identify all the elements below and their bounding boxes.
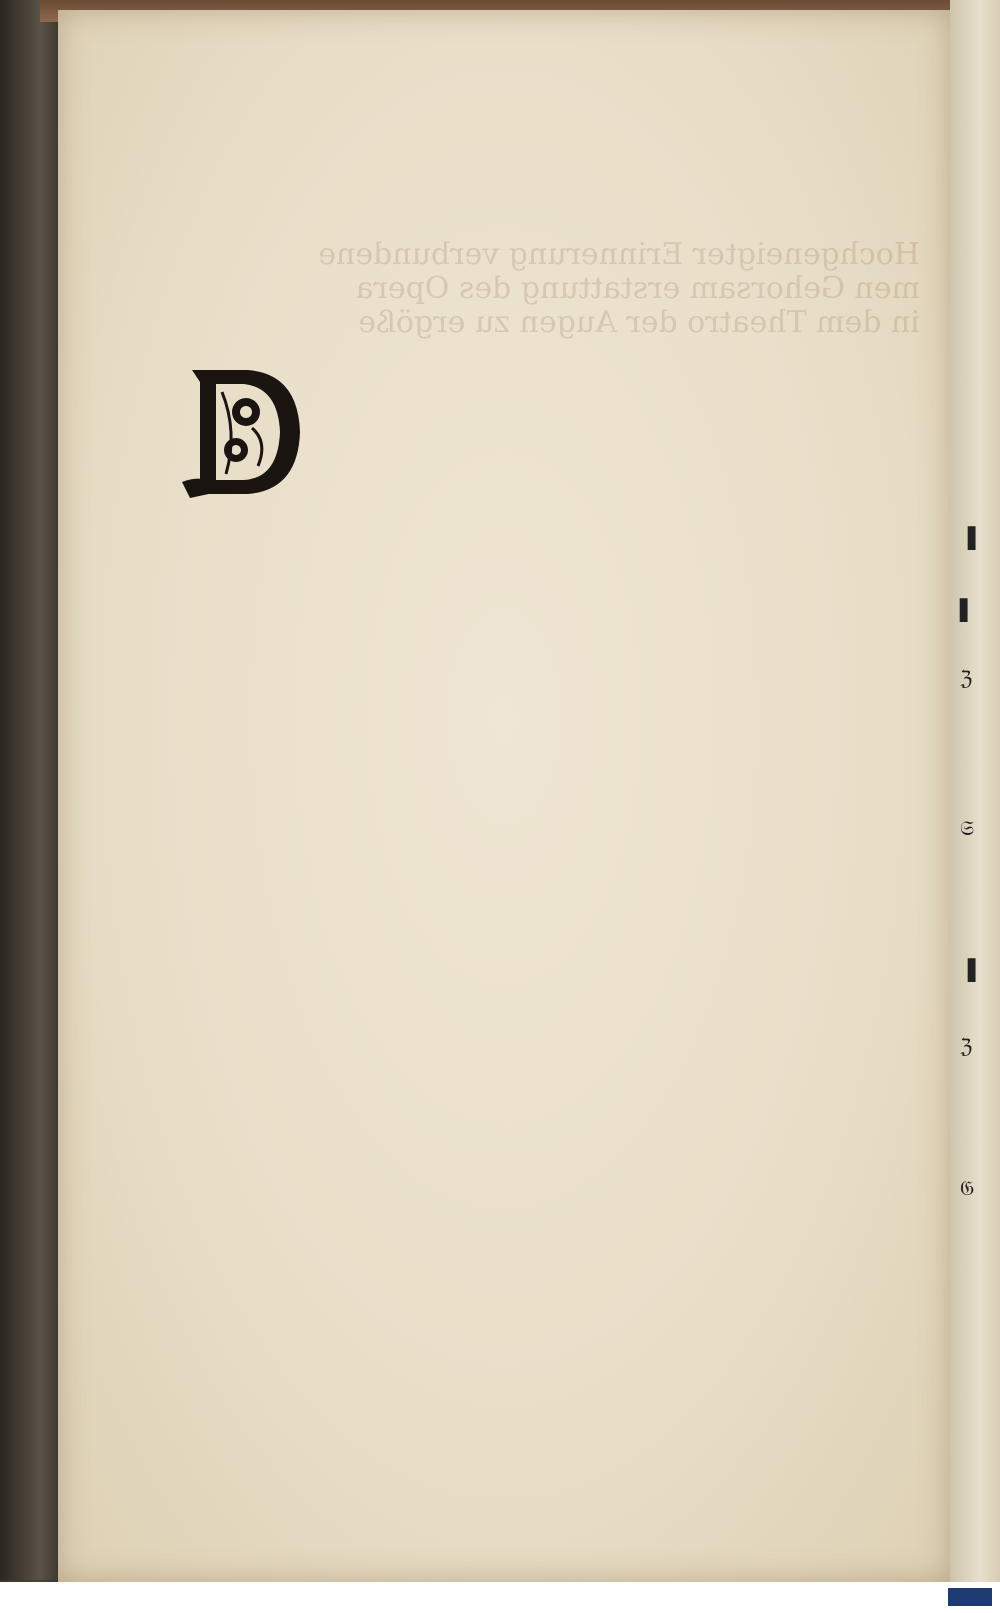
edge-fragment: ℨ bbox=[960, 666, 973, 690]
adjacent-page-edge bbox=[950, 0, 1000, 1582]
edge-fragment: 𝔖 bbox=[960, 816, 975, 840]
edge-fragment: ▐ bbox=[960, 526, 976, 550]
ornament-band-icon bbox=[178, 92, 920, 242]
edge-fragment: 𝔊 bbox=[960, 1176, 975, 1200]
dropcap-ornament-icon bbox=[178, 362, 310, 500]
edge-fragment: ℨ bbox=[960, 1034, 973, 1058]
edge-fragment: ▌ bbox=[960, 598, 976, 622]
edge-fragment: ▐ bbox=[960, 958, 976, 982]
dfg-logo[interactable] bbox=[948, 1588, 992, 1606]
reverse-side-show-through: Hochgeneigter Erinnerung verbundene men Gehorsam erstattung des Opera in dem Theatro der Augen zu ergöße bbox=[318, 238, 920, 340]
book-cover-board bbox=[0, 0, 58, 1580]
footer-bar bbox=[0, 1582, 1000, 1613]
